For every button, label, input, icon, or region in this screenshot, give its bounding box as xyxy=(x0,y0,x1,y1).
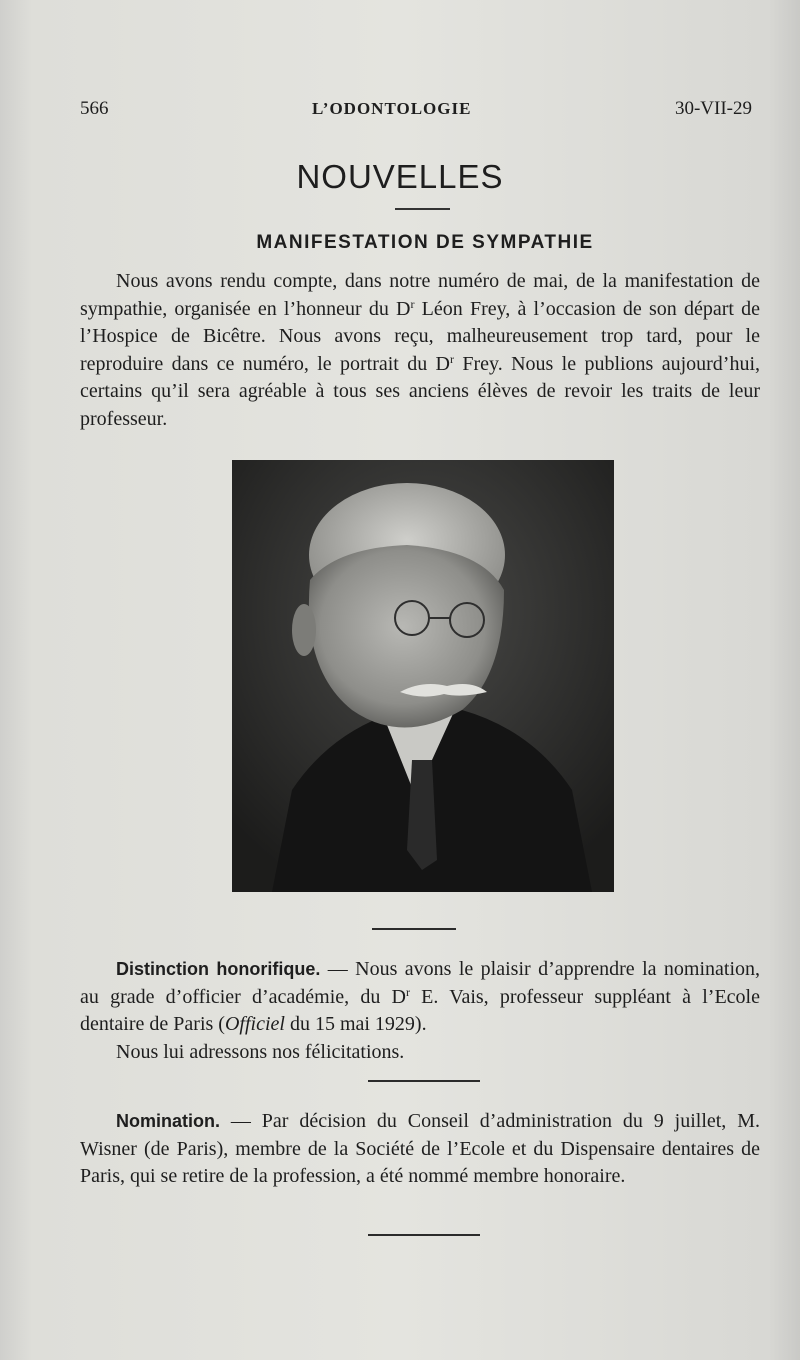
superscript: r xyxy=(450,351,455,366)
page-number: 566 xyxy=(80,98,109,119)
paragraph-text: Nous avons rendu compte, dans notre numéro de mai, de la manifestation de sympathie, organisée en l’honneur du D xyxy=(80,270,760,320)
article-paragraph xyxy=(80,268,760,433)
article-paragraph xyxy=(80,1108,760,1191)
paragraph-text: Léon Frey, à l’occasion de son départ de l’Hospice de Bicêtre. Nous avons reçu, malheureusement trop tard, pour le reproduire dans ce numéro, le portrait du D xyxy=(80,297,760,375)
superscript: r xyxy=(405,984,410,999)
running-header xyxy=(80,98,752,120)
divider xyxy=(372,928,456,930)
article-heading: MANIFESTATION DE SYMPATHIE xyxy=(256,232,594,253)
paragraph-text: — Nous avons le plaisir d’apprendre la nomination, au grade d’officier d’académie, du D xyxy=(80,958,761,1008)
title-divider xyxy=(395,208,450,210)
paragraph-text: Nous lui adressons nos félicitations. xyxy=(116,1040,405,1063)
paragraph-text: du 15 mai 1929). xyxy=(284,1013,427,1035)
issue-date: 30-VII-29 xyxy=(674,98,752,119)
italic-text: Officiel xyxy=(224,1013,285,1035)
superscript: r xyxy=(410,296,415,311)
article-paragraph xyxy=(80,956,760,1066)
portrait-illustration xyxy=(232,460,614,892)
paragraph-text: Frey. Nous le publions aujourd’hui, certains qu’il sera agréable à tous ses anciens élèves de revoir les traits de leur professeur. xyxy=(80,352,761,430)
runin-heading: Nomination. xyxy=(116,1111,220,1131)
section-title: NOUVELLES xyxy=(296,158,504,195)
portrait-photo xyxy=(232,460,614,892)
paragraph-text: E. Vais, professeur suppléant à l’Ecole dentaire de Paris ( xyxy=(80,985,760,1035)
paragraph-text: — Par décision du Conseil d’administration du 9 juillet, M. Wisner (de Paris), membre de la Société de l’Ecole et du Dispensaire dentaires de Paris, qui se retire de la profession, a été nommé membre honoraire. xyxy=(80,1110,760,1187)
runin-heading: Distinction honorifique. xyxy=(116,959,321,979)
divider xyxy=(368,1080,480,1082)
journal-title: L’ODONTOLOGIE xyxy=(312,99,472,118)
divider xyxy=(368,1234,480,1236)
